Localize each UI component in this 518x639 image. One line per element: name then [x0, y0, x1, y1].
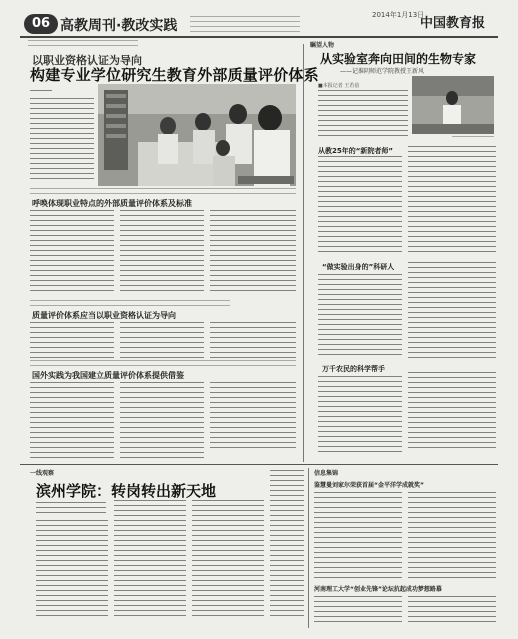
bottom-column-divider [308, 468, 309, 628]
left-body-col1 [30, 210, 114, 294]
bottom-right-item2-col1 [314, 596, 402, 626]
right-body-col3 [318, 274, 402, 358]
bottom-left-headline: 滨州学院：转岗转出新天地 [36, 482, 217, 500]
left-byline [30, 90, 52, 94]
left-headline: 构建专业学位研究生教育外部质量评价体系 [30, 66, 319, 84]
left-subhead-1: 呼唤体现职业特点的外部质量评价体系及标准 [32, 199, 192, 208]
bottom-left-col2 [114, 500, 186, 620]
left-body-col4 [30, 322, 114, 358]
right-body-col2 [408, 146, 496, 254]
bottom-left-col3 [192, 500, 264, 620]
bottom-right-item1-col1 [314, 492, 402, 578]
bottom-right-item2-title: 河南理工大学“创业先锋”论坛抗起成功梦想路慕 [314, 586, 442, 593]
right-subhead: ——记淮阴师范学院教授王新风 [340, 68, 425, 75]
left-body-col9 [210, 382, 296, 452]
right-body-col6 [408, 372, 496, 452]
right-body-col1 [318, 156, 402, 254]
portrait-image [412, 76, 494, 134]
bottom-left-tag: 一线观察 [30, 470, 55, 477]
left-body-col8 [120, 382, 204, 458]
bottom-left-col4 [270, 470, 304, 620]
left-body-col3 [210, 210, 296, 294]
right-column-tag: 瞩望人物 [310, 42, 335, 49]
section-divider [20, 464, 498, 465]
bottom-right-item1-col2 [408, 492, 496, 578]
left-subhead-2: 质量评价体系应当以职业资格认证为导向 [32, 311, 176, 320]
left-pullquote-2 [30, 360, 296, 366]
masthead-subline [28, 40, 138, 46]
column-divider [303, 44, 304, 462]
left-intro-text [30, 98, 94, 182]
right-body-col5 [318, 376, 402, 456]
portrait-photo [412, 76, 494, 134]
right-body-col4 [408, 262, 496, 358]
lab-photo-image [98, 84, 296, 186]
left-kicker: 以职业资格认证为导向 [32, 54, 142, 67]
newspaper-name: 中国教育报 [420, 16, 486, 31]
bottom-right-tag: 信息集锦 [314, 470, 339, 477]
photo-caption [30, 188, 296, 194]
portrait-caption [452, 136, 494, 140]
right-byline: ■本报记者 王若蓓 [318, 83, 360, 89]
left-pullquote [30, 300, 230, 306]
left-body-col7 [30, 382, 114, 458]
page-number-badge: 06 [24, 14, 58, 34]
right-section-1: 从教25年的“新院者师” [318, 147, 393, 155]
bottom-right-item1-title: 鉴慧曼刘家尔荣获首届“金平洋学成就奖” [314, 482, 424, 489]
right-section-2: “做实验出身的”科研人 [322, 263, 395, 271]
left-body-col2 [120, 210, 204, 294]
left-body-col5 [120, 322, 204, 358]
masthead-rule [20, 36, 498, 38]
bottom-left-col1 [36, 520, 108, 620]
right-intro-text [318, 90, 408, 136]
right-section-3: 万千农民的科学帮手 [322, 365, 385, 373]
right-headline: 从实验室奔向田间的生物专家 [320, 52, 477, 66]
section-title: 高教周刊·教改实践 [60, 18, 178, 34]
lab-photo [98, 84, 296, 186]
bottom-left-byline [36, 502, 106, 516]
bottom-right-item2-col2 [408, 596, 496, 626]
masthead-small-text [190, 16, 300, 32]
left-body-col6 [210, 322, 296, 358]
left-subhead-3: 国外实践为我国建立质量评价体系提供借鉴 [32, 371, 184, 380]
issue-date: 2014年1月13日 [372, 11, 425, 19]
